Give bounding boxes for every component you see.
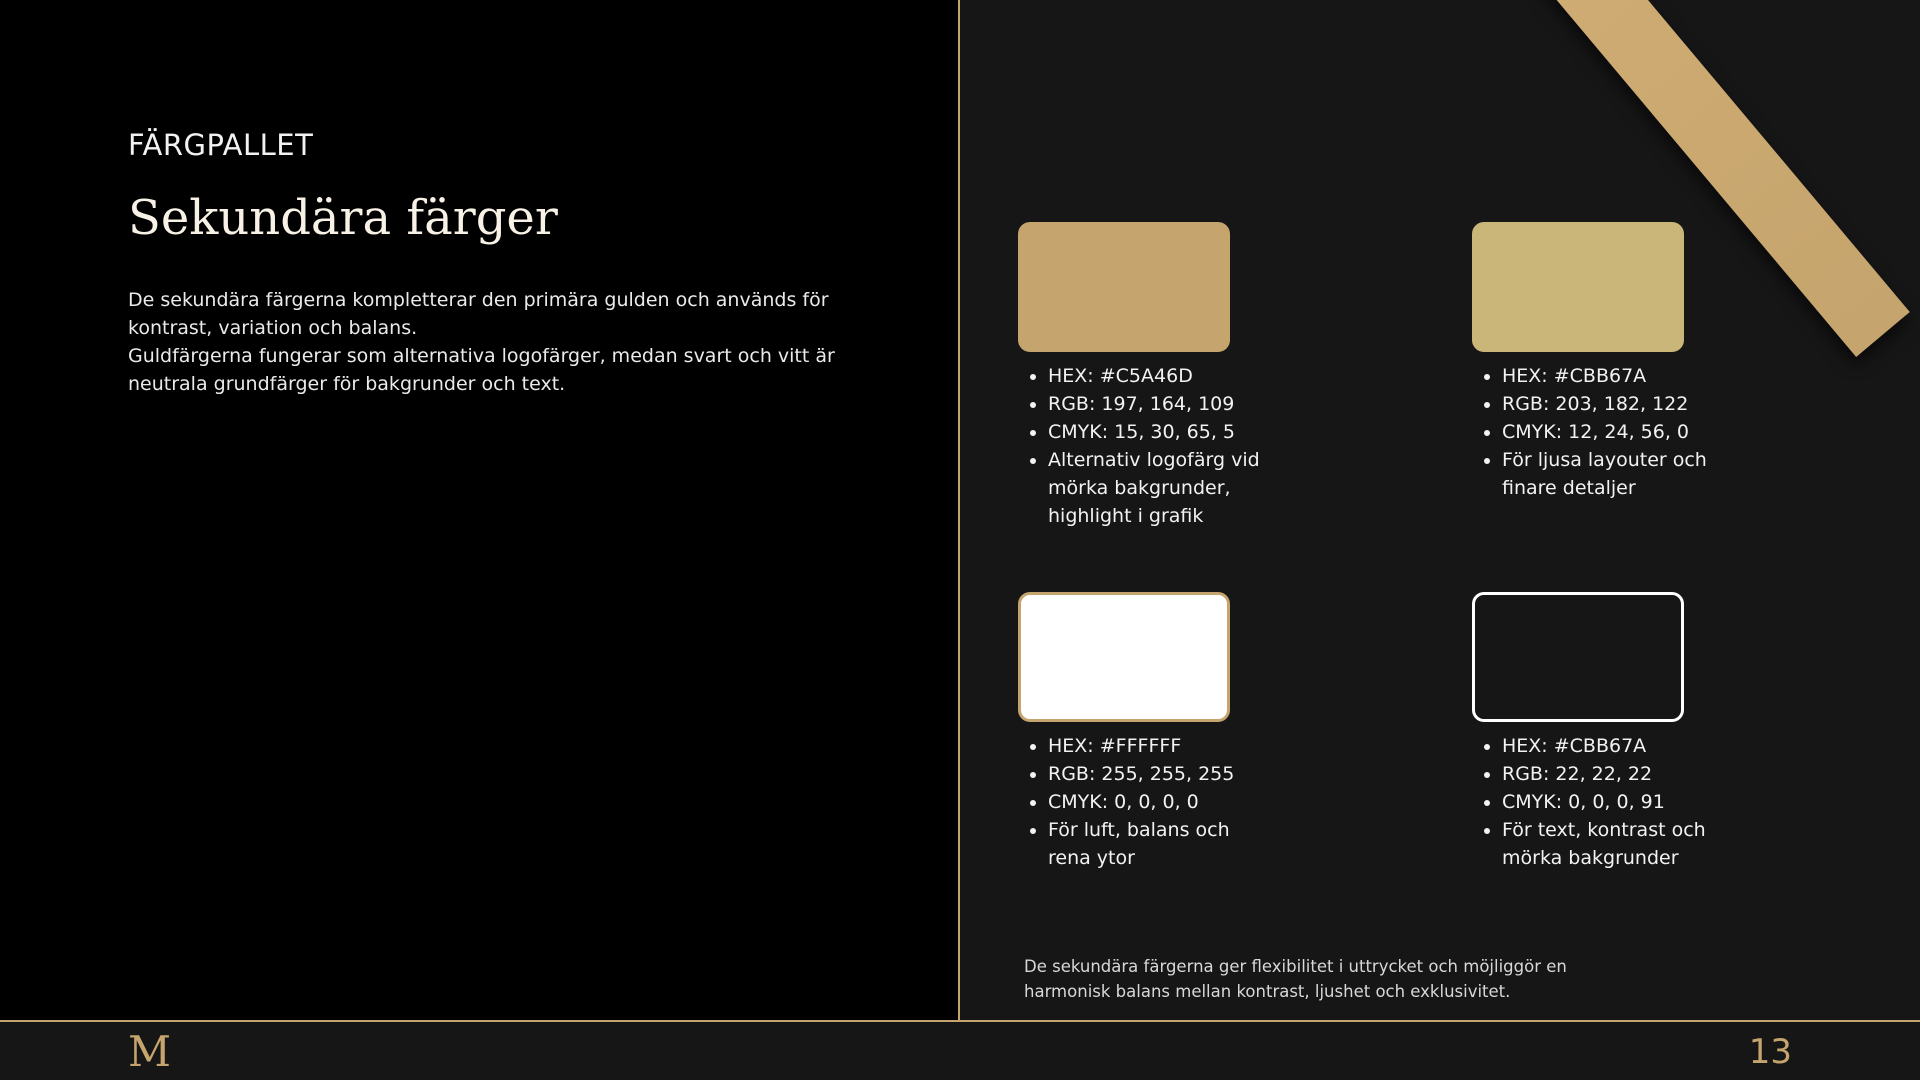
swatch-hex: • HEX: #C5A46D bbox=[1048, 362, 1278, 390]
swatch-details bbox=[1472, 732, 1732, 872]
swatch-rgb: • RGB: 255, 255, 255 bbox=[1048, 760, 1278, 788]
swatch-cmyk: • CMYK: 12, 24, 56, 0 bbox=[1502, 418, 1732, 446]
swatch-details bbox=[1018, 732, 1278, 872]
color-swatch bbox=[1472, 592, 1684, 722]
swatch-usage: • För text, kontrast och mörka bakgrunder bbox=[1502, 816, 1732, 872]
swatch-usage: • För ljusa layouter och finare detaljer bbox=[1502, 446, 1732, 502]
swatch-details bbox=[1018, 362, 1278, 530]
swatch-rgb: • RGB: 203, 182, 122 bbox=[1502, 390, 1732, 418]
swatch-rgb: • RGB: 22, 22, 22 bbox=[1502, 760, 1732, 788]
swatch-card-light-gold bbox=[1472, 222, 1732, 502]
swatch-hex: • HEX: #CBB67A bbox=[1502, 732, 1732, 760]
swatch-cmyk: • CMYK: 0, 0, 0, 91 bbox=[1502, 788, 1732, 816]
color-swatch bbox=[1018, 592, 1230, 722]
swatch-rgb: • RGB: 197, 164, 109 bbox=[1048, 390, 1278, 418]
swatch-hex: • HEX: #CBB67A bbox=[1502, 362, 1732, 390]
section-eyebrow: FÄRGPALLET bbox=[128, 128, 314, 162]
swatch-cmyk: • CMYK: 0, 0, 0, 0 bbox=[1048, 788, 1278, 816]
intro-paragraph-2: Guldfärgerna fungerar som alternativa logofärger, medan svart och vitt är neutrala grundfärger för bakgrunder och text. bbox=[128, 345, 835, 395]
swatch-usage: • Alternativ logofärg vid mörka bakgrunder, highlight i grafik bbox=[1048, 446, 1278, 530]
left-panel bbox=[0, 0, 960, 1020]
swatch-card-black bbox=[1472, 592, 1732, 872]
footnote-line-2: harmonisk balans mellan kontrast, ljushet och exklusivitet. bbox=[1024, 982, 1511, 1001]
swatch-hex: • HEX: #FFFFFF bbox=[1048, 732, 1278, 760]
color-swatch bbox=[1018, 222, 1230, 352]
intro-text bbox=[128, 286, 908, 398]
footnote-text bbox=[1024, 954, 1644, 1004]
swatch-card-gold bbox=[1018, 222, 1278, 530]
swatch-details bbox=[1472, 362, 1732, 502]
color-swatch bbox=[1472, 222, 1684, 352]
page-title: Sekundära färger bbox=[128, 190, 558, 246]
swatch-usage: • För luft, balans och rena ytor bbox=[1048, 816, 1278, 872]
swatch-card-white bbox=[1018, 592, 1278, 872]
footer-bar bbox=[0, 1020, 1920, 1080]
swatch-cmyk: • CMYK: 15, 30, 65, 5 bbox=[1048, 418, 1278, 446]
intro-paragraph-1: De sekundära färgerna kompletterar den primära gulden och används för kontrast, variation och balans. bbox=[128, 289, 829, 339]
footnote-line-1: De sekundära färgerna ger flexibilitet i uttrycket och möjliggör en bbox=[1024, 957, 1567, 976]
page-number: 13 bbox=[1748, 1032, 1792, 1072]
brand-logo: M bbox=[128, 1027, 172, 1076]
